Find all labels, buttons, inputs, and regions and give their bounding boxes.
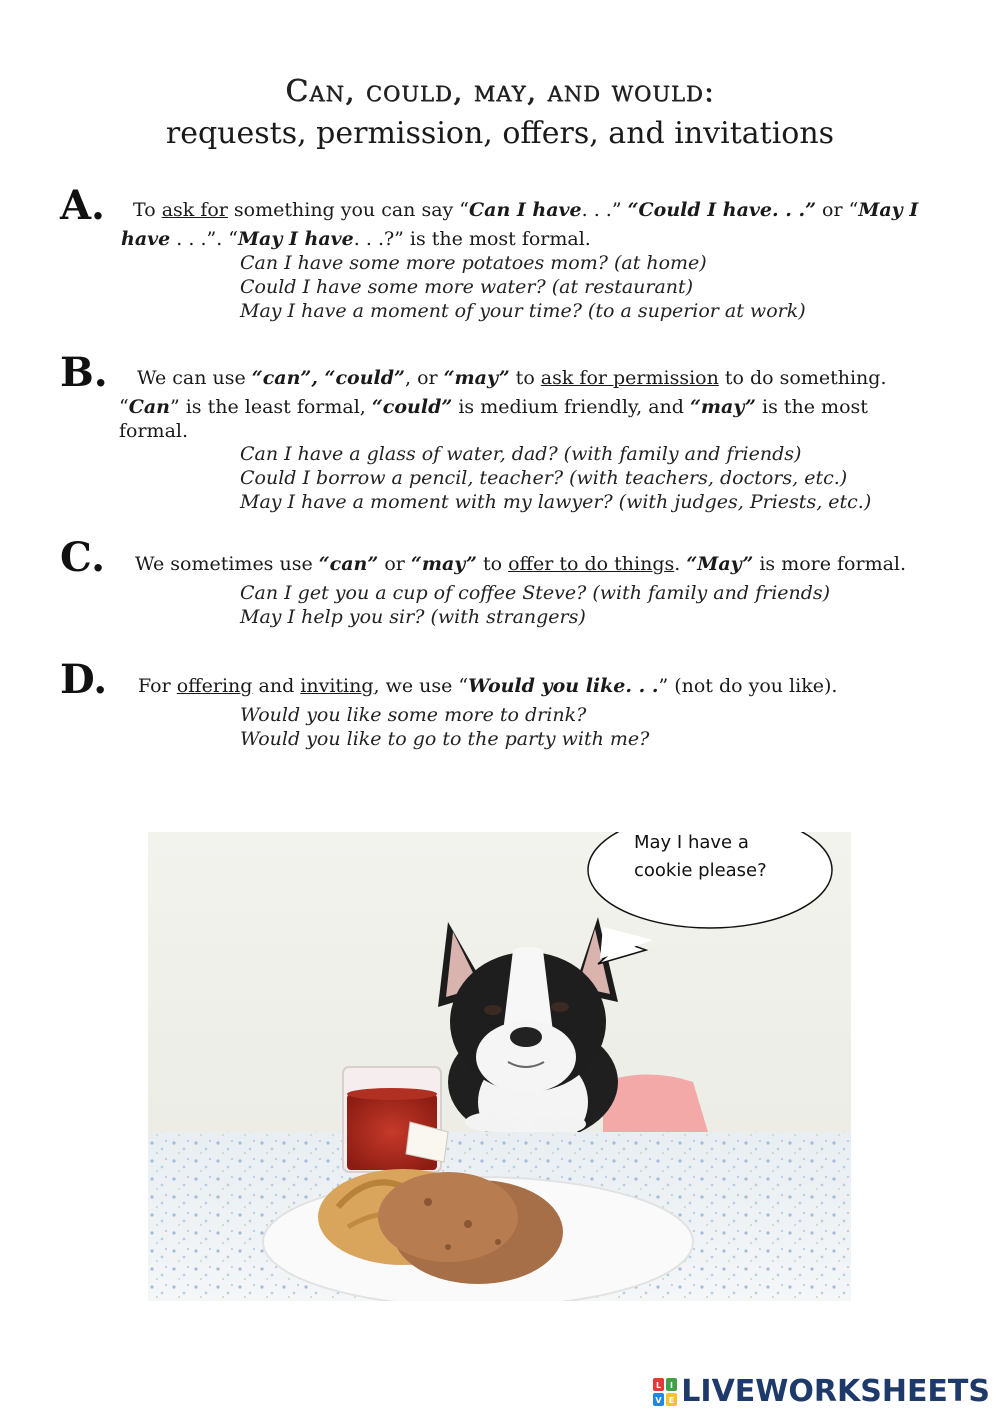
example-sentence: May I help you sir? (with strangers) — [240, 606, 586, 628]
brand-name: LIVEWORKSHEETS — [681, 1374, 990, 1409]
example-sentence: Could I borrow a pencil, teacher? (with teachers, doctors, etc.) — [240, 467, 848, 489]
section-letter: C. — [60, 534, 106, 581]
section-c-line-1: We sometimes use “can” or “may” to offer to do things. “May” is more formal. — [135, 553, 907, 575]
section-letter: A. — [60, 182, 105, 229]
example-sentence: Would you like some more to drink? — [240, 704, 587, 726]
dog-photo — [148, 832, 851, 1301]
section-a-line-2: have . . .”. “May I have. . .?” is the most formal. — [121, 228, 591, 250]
svg-text:V: V — [655, 1395, 662, 1405]
svg-text:I: I — [670, 1380, 674, 1390]
example-sentence: Can I have a glass of water, dad? (with family and friends) — [240, 443, 802, 465]
pink-cloth — [603, 1075, 708, 1133]
section-b-line-2: “Can” is the least formal, “could” is medium friendly, and “may” is the most — [119, 396, 868, 418]
svg-text:E: E — [669, 1395, 675, 1405]
section-letter: B. — [60, 349, 108, 396]
section-d-line-1: For offering and inviting, we use “Would you like. . .” (not do you like). — [138, 675, 838, 697]
tea-glass — [343, 1067, 448, 1172]
bubble-text: May I have a — [634, 832, 749, 853]
example-sentence: May I have a moment of your time? (to a superior at work) — [240, 300, 806, 322]
section-b-line-1: We can use “can”, “could”, or “may” to ask for permission to do something. — [137, 367, 887, 389]
example-sentence: Would you like to go to the party with me? — [240, 728, 650, 750]
example-sentence: Can I have some more potatoes mom? (at home) — [240, 252, 707, 274]
section-b-line-3: formal. — [119, 420, 189, 442]
example-sentence: Could I have some more water? (at restaurant) — [240, 276, 694, 298]
example-sentence: May I have a moment with my lawyer? (with judges, Priests, etc.) — [240, 491, 872, 513]
logo-icon — [653, 1378, 677, 1406]
svg-text:L: L — [656, 1380, 662, 1390]
section-a-line-1: To ask for something you can say “Can I have. . .” “Could I have. . .” or “May I — [133, 199, 919, 221]
bubble-text: cookie please? — [634, 860, 767, 881]
section-letter: D. — [60, 656, 108, 703]
liveworksheets-logo — [653, 1374, 990, 1409]
page-title: Can, could, may, and would: — [285, 74, 715, 109]
example-sentence: Can I get you a cup of coffee Steve? (with family and friends) — [240, 582, 831, 604]
page-subtitle: requests, permission, offers, and invitations — [165, 116, 835, 151]
dog — [438, 917, 618, 1152]
